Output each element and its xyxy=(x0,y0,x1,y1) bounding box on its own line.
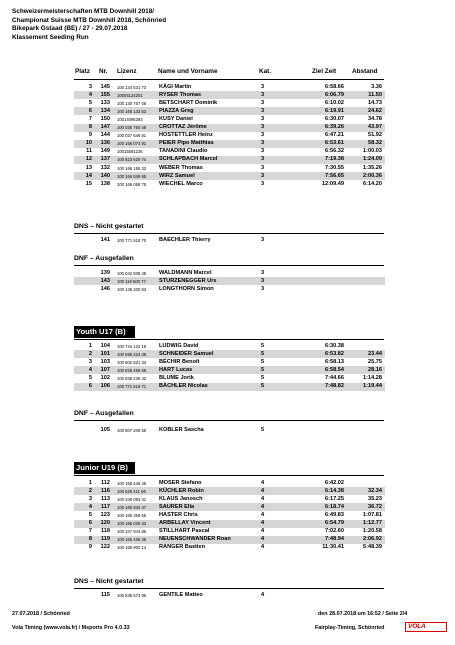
cell-nr: 139 xyxy=(100,269,110,276)
cell-lizenz: 100 771 619 71 xyxy=(117,384,147,390)
cell-lizenz: 100 165 900 14 xyxy=(117,545,147,551)
footer-print-info: den 28.07.2018 um 16:52 / Seite 2/4 xyxy=(318,611,408,617)
cell-lizenz: 100 136 200 93 xyxy=(117,286,147,292)
cell-platz: 4 xyxy=(88,91,92,98)
table-row xyxy=(74,115,385,123)
table-row xyxy=(74,350,385,358)
cell-name: SCHNEIDER Samuel xyxy=(159,350,214,357)
table-row xyxy=(74,99,385,107)
cell-lizenz: 100 823 620 74 xyxy=(117,157,147,163)
cell-platz: 2 xyxy=(88,487,92,494)
cell-kat: 3 xyxy=(261,172,265,179)
cell-name: NEUENSCHWANDER Roan xyxy=(159,536,231,543)
table-row xyxy=(74,172,385,180)
table-row xyxy=(74,148,385,156)
cell-platz: 1 xyxy=(88,342,92,349)
event-title: Schweizermeisterschaften MTB Downhill 2018/ xyxy=(12,8,155,15)
cell-nr: 113 xyxy=(100,495,110,502)
cell-platz: 5 xyxy=(88,374,92,381)
table-row xyxy=(74,544,385,552)
cell-lizenz: 100 165 933 47 xyxy=(117,504,147,510)
cell-nr: 116 xyxy=(100,487,110,494)
cell-name: PEIER Pipo Matthias xyxy=(159,140,214,147)
cell-lizenz: 100 037 646 91 xyxy=(117,133,147,139)
table-row xyxy=(74,383,385,391)
cell-kat: 5 xyxy=(261,358,265,365)
cell-platz: 8 xyxy=(88,536,92,543)
cell-zeit: 7:19.38 xyxy=(325,156,344,163)
cell-kat: 3 xyxy=(261,115,265,122)
document-header xyxy=(12,8,166,42)
table-row xyxy=(74,487,385,495)
cell-nr: 143 xyxy=(100,277,110,284)
table-row xyxy=(74,520,385,528)
cell-name: KLAUS Janosch xyxy=(159,495,203,502)
cell-platz: 6 xyxy=(88,107,92,114)
cell-name: BAECHLER Thierry xyxy=(159,236,211,243)
cell-kat: 3 xyxy=(261,107,265,114)
cell-nr: 112 xyxy=(100,479,110,486)
cell-abstand: 24.62 xyxy=(368,107,382,114)
cell-nr: 118 xyxy=(100,528,110,535)
category-junior-u19: Junior U19 (B) xyxy=(74,462,135,474)
cell-abstand: 32.34 xyxy=(368,487,382,494)
cell-nr: 104 xyxy=(100,342,110,349)
cell-nr: 150 xyxy=(100,115,110,122)
cell-kat: 4 xyxy=(261,495,265,502)
dnf-heading: DNF – Ausgefallen xyxy=(74,255,134,262)
cell-name: KÜCHLER Robin xyxy=(159,487,204,494)
table-row xyxy=(74,180,385,188)
cell-abstand: 6:14.20 xyxy=(363,180,382,187)
col-nr: Nr. xyxy=(99,68,108,75)
cell-kat: 3 xyxy=(261,99,265,106)
cell-platz: 15 xyxy=(85,180,92,187)
cell-lizenz: 100 744 122 19 xyxy=(117,343,147,349)
cell-lizenz: 100 836 455 55 xyxy=(117,367,147,373)
table-row xyxy=(74,342,385,350)
cell-kat: 4 xyxy=(261,503,265,510)
cell-name: MOSER Stefano xyxy=(159,479,202,486)
cell-lizenz: 100 035 760 48 xyxy=(117,125,147,131)
cell-platz: 14 xyxy=(85,172,92,179)
cell-name: WIRZ Samuel xyxy=(159,172,195,179)
table-row xyxy=(74,374,385,382)
cell-abstand: 51.92 xyxy=(368,132,382,139)
cell-kat: 3 xyxy=(261,156,265,163)
cell-kat: 4 xyxy=(261,511,265,518)
cell-zeit: 6:54.79 xyxy=(325,520,344,527)
cell-zeit: 6:42.02 xyxy=(325,479,344,486)
cell-lizenz: 100 166 074 91 xyxy=(117,141,147,147)
section-rule xyxy=(74,233,384,234)
cell-name: RYSER Thomas xyxy=(159,91,202,98)
cell-kat: 3 xyxy=(261,83,265,90)
event-subtitle: Championat Suisse MTB Downhill 2018, Schönried xyxy=(12,16,167,24)
table-row xyxy=(74,528,385,536)
cell-abstand: 58.32 xyxy=(368,140,382,147)
cell-name: KOBLER Sascha xyxy=(159,426,204,433)
cell-name: KÄGI Martin xyxy=(159,83,192,90)
cell-zeit: 6:10.02 xyxy=(325,99,344,106)
cell-name: RANGER Bastien xyxy=(159,544,206,551)
cell-abstand: 2:06.92 xyxy=(363,536,382,543)
cell-nr: 144 xyxy=(100,132,110,139)
ranking-type: Klassement Seeding Run xyxy=(12,33,89,41)
table-row xyxy=(74,591,385,599)
cell-nr: 133 xyxy=(100,99,110,106)
table-row xyxy=(74,269,385,277)
cell-platz: 6 xyxy=(88,520,92,527)
cell-platz: 3 xyxy=(88,495,92,502)
cell-nr: 107 xyxy=(100,366,110,373)
cell-platz: 1 xyxy=(88,479,92,486)
vola-logo: VOLA xyxy=(408,623,426,630)
cell-platz: 7 xyxy=(88,115,92,122)
cell-name: BLUME Jorik xyxy=(159,374,194,381)
cell-lizenz: 100 165 436 35 xyxy=(117,537,147,543)
col-abstand: Abstand xyxy=(352,68,378,75)
cell-abstand: 1:12.77 xyxy=(363,520,382,527)
col-kat: Kat. xyxy=(259,68,272,75)
cell-nr: 102 xyxy=(100,374,110,381)
cell-abstand: 35.23 xyxy=(368,495,382,502)
cell-kat: 4 xyxy=(261,528,265,535)
dns-heading-junior: DNS – Nicht gestartet xyxy=(74,578,144,585)
cell-lizenz: 100 802 821 33 xyxy=(117,359,147,365)
cell-abstand: 36.72 xyxy=(368,503,382,510)
cell-kat: 4 xyxy=(261,520,265,527)
table-row xyxy=(74,536,385,544)
cell-nr: 103 xyxy=(100,358,110,365)
cell-lizenz: 100 596 223 45 xyxy=(117,351,147,357)
cell-nr: 140 xyxy=(100,172,110,179)
cell-kat: 4 xyxy=(261,479,265,486)
table-row xyxy=(74,366,385,374)
cell-name: WEBER Thomas xyxy=(159,164,203,171)
table-row xyxy=(74,495,385,503)
table-row xyxy=(74,140,385,148)
cell-name: ARBELLAY Vincent xyxy=(159,520,211,527)
cell-kat: 3 xyxy=(261,269,265,276)
cell-platz: 5 xyxy=(88,99,92,106)
table-row xyxy=(74,277,385,285)
cell-zeit: 6:58.66 xyxy=(325,83,344,90)
cell-lizenz: 100 119 500 77 xyxy=(117,278,146,284)
table-row xyxy=(74,479,385,487)
cell-abstand: 1:24.09 xyxy=(363,156,382,163)
cell-lizenz: 100 165 359 55 xyxy=(117,512,147,518)
cell-zeit: 6:19.91 xyxy=(325,107,344,114)
cell-kat: 3 xyxy=(261,91,265,98)
cell-name: CROTTAZ Jérôme xyxy=(159,124,207,131)
cell-abstand: 34.78 xyxy=(368,115,382,122)
col-platz: Platz xyxy=(75,68,90,75)
cell-nr: 137 xyxy=(100,156,110,163)
cell-zeit: 6:47.21 xyxy=(325,132,344,139)
cell-kat: 4 xyxy=(261,544,265,551)
cell-name: BÄCHLER Nicolas xyxy=(159,383,208,390)
cell-zeit: 7:48.94 xyxy=(325,536,344,543)
cell-nr: 106 xyxy=(100,383,110,390)
column-header-row xyxy=(0,68,455,78)
table-row xyxy=(74,107,385,115)
cell-name: SCHLAPBACH Marcel xyxy=(159,156,218,163)
cell-lizenz: 100 807 209 56 xyxy=(117,427,147,433)
cell-platz: 12 xyxy=(85,156,92,163)
cell-nr: 147 xyxy=(100,124,110,131)
table-row xyxy=(74,511,385,519)
cell-nr: 141 xyxy=(100,236,110,243)
cell-nr: 119 xyxy=(100,536,110,543)
cell-kat: 4 xyxy=(261,536,265,543)
venue-dates: Bikepark Gstaad (BE) / 27 - 29.07.2018 xyxy=(12,25,128,33)
cell-name: HART Lucas xyxy=(159,366,193,373)
cell-platz: 4 xyxy=(88,366,92,373)
category-youth-u17: Youth U17 (B) xyxy=(74,326,135,338)
category-rule xyxy=(74,475,384,476)
cell-kat: 5 xyxy=(261,426,265,433)
cell-nr: 134 xyxy=(100,107,110,114)
cell-zeit: 6:56.32 xyxy=(325,148,344,155)
col-lizenz: Lizenz xyxy=(117,68,137,75)
cell-platz: 6 xyxy=(88,383,92,390)
cell-lizenz: 100 165 446 45 xyxy=(117,480,147,486)
cell-zeit: 7:30.55 xyxy=(325,164,344,171)
cell-platz: 9 xyxy=(88,544,92,551)
cell-name: SAURER Ella xyxy=(159,503,195,510)
cell-lizenz: 100 348 093 41 xyxy=(117,496,147,502)
col-name: Name und Vorname xyxy=(158,68,218,75)
cell-nr: 149 xyxy=(100,148,110,155)
cell-name: LONGTHORN Simon xyxy=(159,285,214,292)
cell-zeit: 7:56.65 xyxy=(325,172,344,179)
cell-lizenz: 100 529 411 66 xyxy=(117,488,146,494)
cell-abstand: 1:20.58 xyxy=(363,528,382,535)
cell-kat: 3 xyxy=(261,236,265,243)
cell-lizenz: 100 165 028 33 xyxy=(117,521,147,527)
table-row xyxy=(74,124,385,132)
cell-platz: 4 xyxy=(88,503,92,510)
cell-lizenz: 10014095393 xyxy=(117,116,143,122)
col-zeit: Ziel Zeit xyxy=(312,68,337,75)
cell-name: GENTILE Matteo xyxy=(159,591,203,598)
cell-lizenz: 100 130 767 06 xyxy=(117,100,147,106)
cell-kat: 3 xyxy=(261,277,265,284)
cell-abstand: 11.50 xyxy=(368,91,382,98)
cell-zeit: 6:06.79 xyxy=(325,91,344,98)
cell-kat: 3 xyxy=(261,140,265,147)
cell-nr: 132 xyxy=(100,164,110,171)
cell-kat: 5 xyxy=(261,383,265,390)
cell-platz: 7 xyxy=(88,528,92,535)
cell-lizenz: 100 836 573 96 xyxy=(117,592,147,598)
table-row xyxy=(74,358,385,366)
cell-abstand: 3.36 xyxy=(371,83,382,90)
footer-date-place: 27.07.2018 / Schönried xyxy=(12,611,70,617)
cell-abstand: 25.75 xyxy=(368,358,382,365)
cell-abstand: 5:48.39 xyxy=(363,544,382,551)
dns-heading: DNS – Nicht gestartet xyxy=(74,223,144,230)
cell-abstand: 43.97 xyxy=(368,124,382,131)
header-rule xyxy=(74,79,384,80)
cell-name: LUDWIG David xyxy=(159,342,199,349)
table-row xyxy=(74,132,385,140)
cell-abstand: 1:07.81 xyxy=(363,511,382,518)
table-row xyxy=(74,426,385,434)
cell-nr: 115 xyxy=(100,591,110,598)
cell-lizenz: 100 838 235 42 xyxy=(117,375,147,381)
section-rule xyxy=(74,265,384,266)
table-row xyxy=(74,156,385,164)
cell-kat: 4 xyxy=(261,591,265,598)
cell-zeit: 7:44.66 xyxy=(325,374,344,381)
cell-platz: 13 xyxy=(85,164,92,171)
footer-timing-software: Vola Timing (www.vola.fr) / Msports Pro 4.0.33 xyxy=(12,625,130,631)
cell-platz: 2 xyxy=(88,350,92,357)
cell-zeit: 6:30.38 xyxy=(325,342,344,349)
cell-zeit: 6:14.38 xyxy=(325,487,344,494)
cell-platz: 3 xyxy=(88,83,92,90)
cell-kat: 3 xyxy=(261,285,265,292)
cell-kat: 5 xyxy=(261,342,265,349)
cell-kat: 3 xyxy=(261,148,265,155)
cell-name: WALDMANN Marcel xyxy=(159,269,212,276)
cell-zeit: 7:02.60 xyxy=(325,528,344,535)
footer-timing-provider: Fairplay-Timing, Schönried xyxy=(315,625,385,631)
cell-lizenz: 100 347 944 86 xyxy=(117,529,147,535)
cell-nr: 138 xyxy=(100,180,110,187)
cell-zeit: 11:30.41 xyxy=(322,544,344,551)
cell-platz: 11 xyxy=(86,148,92,155)
cell-name: PIAZZA Greg xyxy=(159,107,194,114)
dnf-heading-youth: DNF – Ausgefallen xyxy=(74,410,134,417)
cell-zeit: 6:17.25 xyxy=(325,495,344,502)
table-row xyxy=(74,164,385,172)
cell-platz: 9 xyxy=(88,132,92,139)
table-row xyxy=(74,91,385,99)
cell-name: KUSY Daniel xyxy=(159,115,193,122)
cell-name: HOSTETTLER Heinz xyxy=(159,132,213,139)
table-row xyxy=(74,503,385,511)
cell-platz: 3 xyxy=(88,358,92,365)
cell-abstand: 28.16 xyxy=(368,366,382,373)
cell-kat: 5 xyxy=(261,374,265,381)
table-row xyxy=(74,83,385,91)
cell-nr: 117 xyxy=(100,503,110,510)
cell-name: STURZENEGGER Urs xyxy=(159,277,217,284)
cell-zeit: 6:18.74 xyxy=(325,503,344,510)
category-rule xyxy=(74,339,384,340)
cell-platz: 5 xyxy=(88,511,92,518)
table-row xyxy=(74,285,385,293)
cell-lizenz: 10004124201 xyxy=(117,92,143,98)
cell-abstand: 1:35.26 xyxy=(363,164,382,171)
cell-name: BETSCHART Dominik xyxy=(159,99,218,106)
cell-kat: 3 xyxy=(261,164,265,171)
cell-kat: 3 xyxy=(261,132,265,139)
cell-zeit: 6:53.61 xyxy=(325,140,344,147)
cell-name: WIECHEL Marco xyxy=(159,180,203,187)
cell-nr: 123 xyxy=(100,511,110,518)
cell-kat: 3 xyxy=(261,124,265,131)
cell-nr: 101 xyxy=(100,350,110,357)
cell-nr: 155 xyxy=(100,91,110,98)
cell-lizenz: 100 166 155 33 xyxy=(117,165,147,171)
cell-abstand: 1:00.03 xyxy=(363,148,382,155)
cell-zeit: 6:49.83 xyxy=(325,511,344,518)
cell-nr: 122 xyxy=(100,544,110,551)
cell-nr: 145 xyxy=(100,83,110,90)
cell-zeit: 6:58.54 xyxy=(325,366,344,373)
cell-nr: 136 xyxy=(100,140,110,147)
cell-platz: 8 xyxy=(88,124,92,131)
cell-platz: 10 xyxy=(85,140,92,147)
cell-zeit: 12:09.49 xyxy=(321,180,344,187)
cell-abstand: 23.44 xyxy=(368,350,382,357)
section-rule xyxy=(74,420,384,421)
cell-name: STILLHART Pascal xyxy=(159,528,210,535)
cell-abstand: 1:14.28 xyxy=(363,374,382,381)
cell-zeit: 6:39.26 xyxy=(325,124,344,131)
cell-lizenz: 100 771 618 70 xyxy=(117,237,147,243)
cell-name: TANADINI Claudio xyxy=(159,148,208,155)
cell-lizenz: 100 134 531 73 xyxy=(117,84,147,90)
cell-name: BÉCHIR Benoît xyxy=(159,358,200,365)
cell-lizenz: 10015591226 xyxy=(117,149,143,155)
cell-lizenz: 100 042 938 48 xyxy=(117,270,147,276)
cell-lizenz: 100 166 058 75 xyxy=(117,181,147,187)
cell-nr: 146 xyxy=(100,285,110,292)
cell-name: HASTER Chris xyxy=(159,511,198,518)
cell-kat: 5 xyxy=(261,350,265,357)
cell-lizenz: 100 166 133 53 xyxy=(117,108,147,114)
cell-abstand: 1:19.44 xyxy=(363,383,382,390)
cell-kat: 5 xyxy=(261,366,265,373)
cell-kat: 3 xyxy=(261,180,265,187)
cell-zeit: 6:53.82 xyxy=(325,350,344,357)
cell-nr: 105 xyxy=(100,426,110,433)
cell-nr: 120 xyxy=(100,520,110,527)
cell-zeit: 6:30.07 xyxy=(325,115,344,122)
cell-abstand: 14.73 xyxy=(368,99,382,106)
table-row xyxy=(74,236,385,244)
cell-zeit: 7:48.82 xyxy=(325,383,344,390)
cell-abstand: 2:00.36 xyxy=(363,172,382,179)
cell-lizenz: 100 166 049 95 xyxy=(117,173,147,179)
cell-kat: 4 xyxy=(261,487,265,494)
cell-zeit: 6:58.13 xyxy=(325,358,344,365)
section-rule xyxy=(74,588,384,589)
